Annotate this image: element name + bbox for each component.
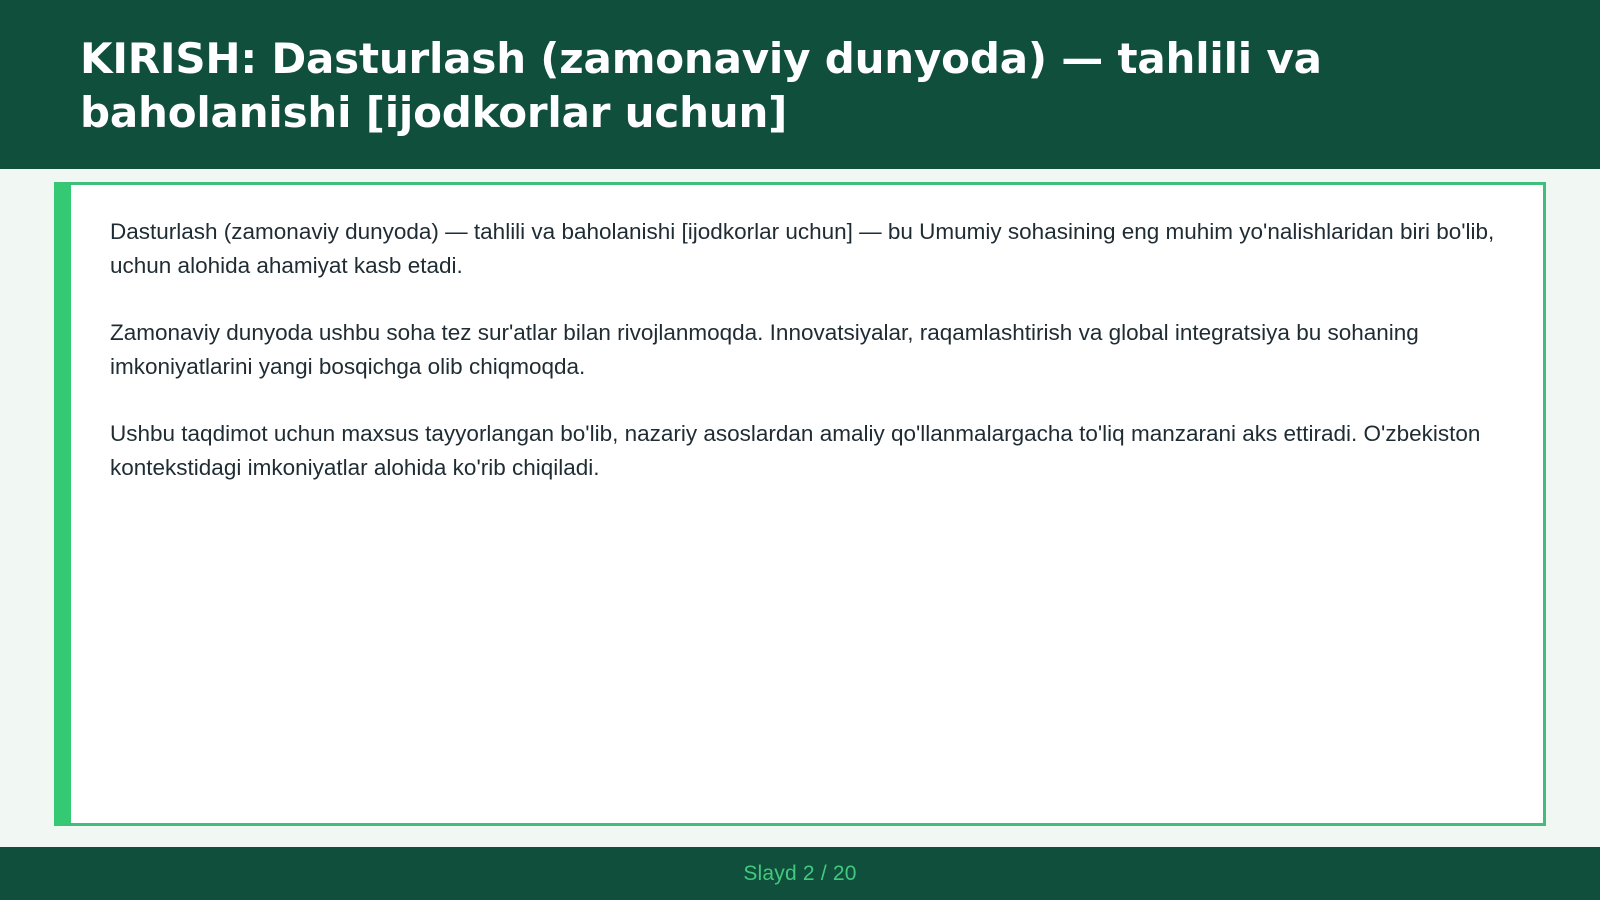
content-paragraph-3: Ushbu taqdimot uchun maxsus tayyorlangan bo'lib, nazariy asoslardan amaliy qo'llanmalargacha to'liq manzarani aks ettiradi. O'zbekiston kontekstidagi imkoniyatlar alohida ko'rib chiqiladi. [110, 421, 1481, 480]
content-paragraph-1: Dasturlash (zamonaviy dunyoda) — tahlili va baholanishi [ijodkorlar uchun] — bu Umumiy sohasining eng muhim yo'nalishlaridan biri bo'lib, uchun alohida ahamiyat kasb etadi. [110, 219, 1495, 278]
slide-header [0, 0, 1600, 169]
slide-footer [0, 847, 1600, 900]
content-paragraph-2: Zamonaviy dunyoda ushbu soha tez sur'atlar bilan rivojlanmoqda. Innovatsiyalar, raqamlashtirish va global integratsiya bu sohaning imkoniyatlarini yangi bosqichga olib chiqmoqda. [110, 320, 1419, 379]
slide-counter: Slayd 2 / 20 [743, 861, 857, 885]
slide-title: KIRISH: Dasturlash (zamonaviy dunyoda) — tahlili va baholanishi [ijodkorlar uchun] [80, 34, 1322, 137]
content-card [54, 182, 1546, 826]
